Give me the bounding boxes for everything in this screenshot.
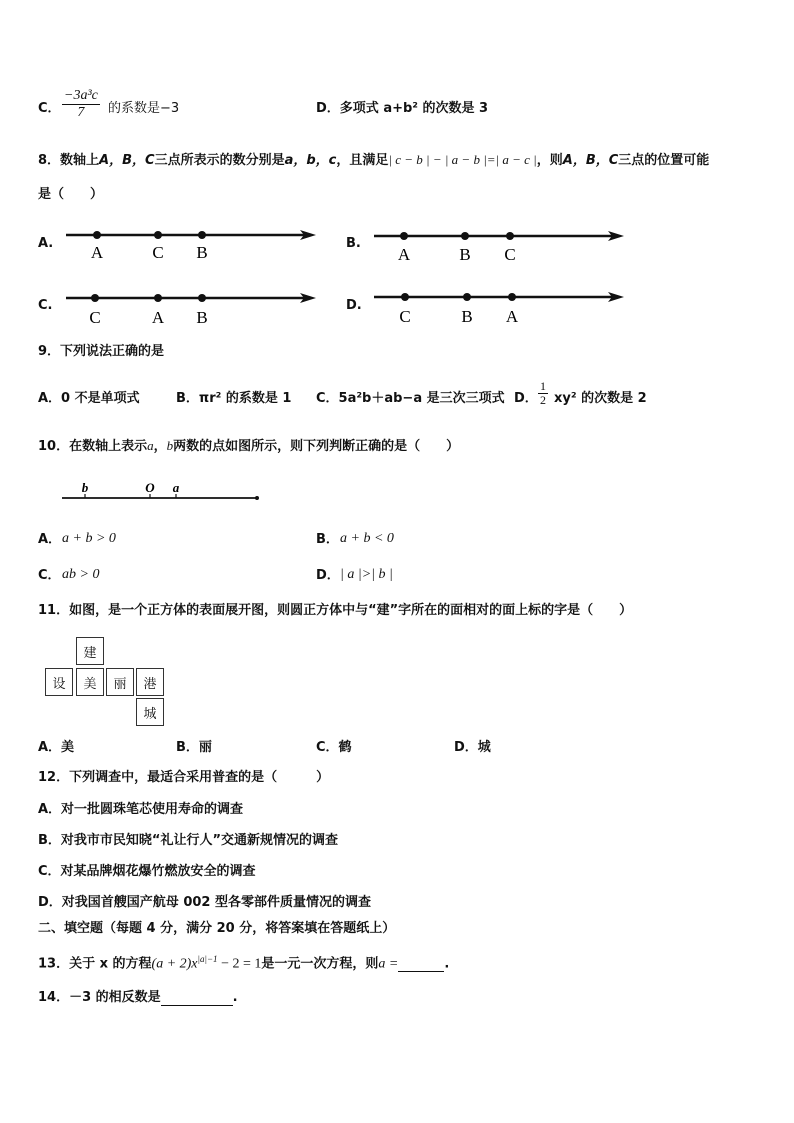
q10-var-a: a	[147, 438, 154, 453]
q14-stem-text: 14．－3 的相反数是	[38, 990, 161, 1005]
q8c-point-3: B	[196, 308, 208, 327]
q9-option-d-text: xy² 的次数是 2	[554, 391, 647, 406]
q8d-point-2: B	[461, 307, 473, 326]
q10-stem-part: 10．在数轴上表示	[38, 439, 148, 454]
q8a-point-2: C	[152, 243, 164, 262]
q8-option-b-number-line	[368, 224, 628, 266]
net-cell-top: 建	[76, 637, 104, 665]
q10-label-a: a	[172, 480, 180, 495]
q8-option-c-label: C.	[38, 298, 53, 313]
q13-answer-blank[interactable]	[398, 957, 444, 972]
q8-option-a-number-line	[60, 222, 320, 264]
q10-stem	[38, 438, 459, 455]
q8-option-b-label: B.	[346, 236, 361, 251]
q8-option-a-label: A.	[38, 236, 54, 251]
q12-option-b: B．对我市市民知晓“礼让行人”交通新规情况的调查	[38, 833, 338, 848]
q13-stem-part: 13．关于 x 的方程	[38, 956, 152, 972]
q10-option-d: | a |>| b |	[340, 567, 393, 582]
q8-condition: | c − b | − | a − b |=| a − c |	[388, 152, 537, 167]
q7-option-c-text: 的系数是−3	[108, 101, 180, 116]
q10-option-a: a + b > 0	[62, 531, 116, 546]
q13-equation-tail: − 2 = 1	[217, 956, 262, 972]
q10-option-b-label: B．	[316, 532, 339, 547]
q9-fraction-numerator: 1	[540, 379, 546, 393]
q8-option-d-number-line	[368, 285, 628, 327]
q8a-point-1: A	[90, 243, 104, 262]
q8-stem-vars: a，b，c	[284, 153, 337, 168]
q13-stem	[38, 951, 449, 972]
q10-option-c-label: C．	[38, 568, 61, 583]
net-cell-row-3: 丽	[106, 668, 134, 696]
q10-option-c: ab > 0	[62, 567, 100, 582]
q10-option-d-label: D．	[316, 568, 340, 583]
q9-option-d-label: D．	[514, 391, 538, 406]
q10-var-b: b	[166, 438, 174, 453]
q13-stem-part: 是一元一次方程，则	[261, 956, 379, 972]
q14-answer-blank[interactable]	[161, 991, 233, 1006]
q8-stem-part: ，则	[536, 153, 563, 168]
q10-number-line	[58, 478, 264, 504]
q7-fraction-denominator: 7	[77, 105, 85, 120]
q8c-point-2: A	[151, 308, 165, 327]
q14-stem-end: .	[232, 990, 238, 1005]
q9-option-c: C．5a²b＋ab−a 是三次三项式	[316, 391, 505, 406]
q13-stem-end: .	[444, 956, 450, 972]
q13-exponent: |a|−1	[197, 954, 218, 964]
q11-option-d: D．城	[454, 740, 491, 755]
q12-option-c: C．对某品牌烟花爆竹燃放安全的调查	[38, 864, 256, 879]
q8b-point-3: C	[504, 245, 516, 264]
q7-option-d: D．多项式 a+b² 的次数是 3	[316, 101, 489, 116]
q8-option-c-number-line	[60, 285, 320, 327]
q7-option-c-fraction	[62, 88, 100, 121]
q10-option-b: a + b < 0	[340, 531, 394, 546]
q8-stem-part: ，且满足	[336, 153, 389, 168]
q9-option-d-fraction	[538, 380, 548, 407]
section-2-heading: 二、填空题（每题 4 分，满分 20 分，将答案填在答题纸上）	[38, 921, 396, 936]
q8-stem-points: A，B，C	[99, 153, 155, 168]
q9-stem: 9．下列说法正确的是	[38, 344, 165, 359]
q8d-point-3: A	[505, 307, 519, 326]
q10-label-b: b	[81, 480, 89, 495]
q11-stem: 11．如图，是一个正方体的表面展开图，则圆正方体中与“建”字所在的面相对的面上标的字是（ ）	[38, 603, 633, 618]
q8b-point-1: A	[397, 245, 411, 264]
q8-stem-part: 8．数轴上	[38, 153, 100, 168]
net-cell-row-1: 设	[45, 668, 73, 696]
q10-label-o: O	[145, 480, 155, 495]
q10-option-a-label: A．	[38, 532, 62, 547]
q7-fraction-numerator: −3a³c	[64, 88, 98, 103]
q8-stem-points: A，B，C	[562, 153, 619, 168]
q8-stem-part: 三点所表示的数分别是	[154, 153, 285, 168]
q13-equation: (a + 2)x	[151, 956, 198, 972]
q12-option-a: A．对一批圆珠笔芯使用寿命的调查	[38, 802, 244, 817]
net-cell-bottom: 城	[136, 698, 164, 726]
q10-stem-part: ，	[153, 439, 167, 454]
q9-option-b: B．πr² 的系数是 1	[176, 391, 292, 406]
q9-fraction-denominator: 2	[540, 393, 546, 407]
q14-stem	[38, 990, 238, 1006]
q11-option-b: B．丽	[176, 740, 212, 755]
q8-stem-line2: 是（ ）	[38, 187, 104, 202]
q11-option-a: A．美	[38, 740, 75, 755]
q10-stem-part: 两数的点如图所示，则下列判断正确的是（ ）	[173, 439, 460, 454]
net-cell-row-4: 港	[136, 668, 164, 696]
q8b-point-2: B	[459, 245, 471, 264]
q13-answer-var: a =	[378, 956, 399, 972]
q11-option-c: C．鹤	[316, 740, 352, 755]
q8-stem-part: 三点的位置可能	[618, 153, 710, 168]
q8c-point-1: C	[89, 308, 101, 327]
q12-option-d: D．对我国首艘国产航母 002 型各零部件质量情况的调查	[38, 895, 371, 910]
q8-stem-line1	[38, 152, 709, 169]
q9-option-a: A．0 不是单项式	[38, 391, 140, 406]
q7-option-c-label: C．	[38, 101, 61, 116]
q8a-point-3: B	[196, 243, 208, 262]
q8d-point-1: C	[399, 307, 411, 326]
net-cell-row-2: 美	[76, 668, 104, 696]
q8-option-d-label: D.	[346, 298, 362, 313]
q12-stem: 12．下列调查中，最适合采用普查的是（ ）	[38, 770, 330, 785]
